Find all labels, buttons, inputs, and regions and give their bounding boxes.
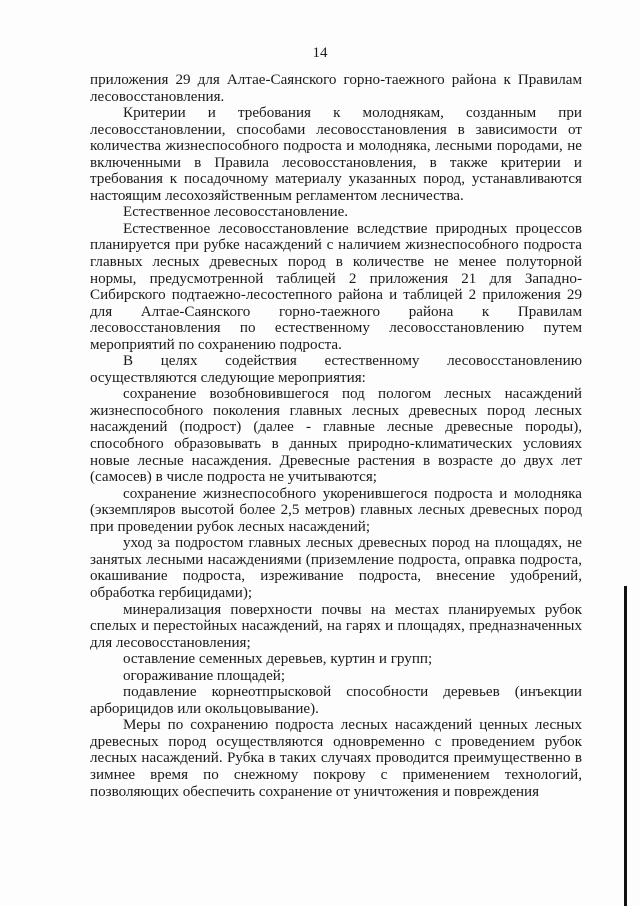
- paragraph-undergrowth-preservation: Меры по сохранению подроста лесных насаждений ценных лесных древесных пород осуществляются одновременно с проведением рубок лесных насаждений. Рубка в таких случаях проводится преимущественно в зимнее время по снежному покрову с применением технологий, позволяющих обеспечить сохранение от уничтожения и повреждения: [90, 717, 582, 800]
- measure-item: оставление семенных деревьев, куртин и групп;: [123, 651, 433, 668]
- page-number: 14: [312, 45, 328, 61]
- paragraph-criteria: Критерии и требования к молоднякам, созданным при лесовосстановлении, способами лесовосстановления в зависимости от количества жизнеспособного подроста и молодняка, лесными породами, не включенными в Правила лесовосстановления, в также критерии и требования к посадочному материалу указанных пород, устанавливаются настоящим лесохозяйственным регламентом лесничества.: [90, 105, 582, 204]
- measure-item: подавление корнеотпрысковой способности деревьев (инъекции арборицидов или окольцовывание).: [90, 684, 582, 717]
- document-body: [90, 72, 582, 800]
- paragraph-natural-regeneration: Естественное лесовосстановление вследствие природных процессов планируется при рубке насаждений с наличием жизнеспособного подроста главных лесных древесных пород в количестве не менее полуторной нормы, предусмотренной таблицей 2 приложения 21 для Западно-Сибирского подтаежно-лесостепного района и таблицей 2 приложения 29 для Алтае-Саянского горно-таежного района к Правилам лесовосстановления по естественному лесовосстановлению путем мероприятий по сохранению подроста.: [90, 220, 582, 353]
- measure-item: огораживание площадей;: [123, 667, 286, 684]
- measure-item: сохранение возобновившегося под пологом лесных насаждений жизнеспособного поколения главных лесных древесных пород лесных насаждений (подрост) (далее - главные лесные древесные породы), способного образовывать в данных природно-климатических условиях новые лесные насаждения. Древесные растения в возрасте до двух лет (самосев) в числе подроста не учитываются;: [90, 386, 582, 486]
- section-heading-natural-regeneration: Естественное лесовосстановление.: [123, 204, 349, 221]
- measure-item: сохранение жизнеспособного укоренившегося подроста и молодняка (экземпляров высотой более 2,5 метров) главных лесных древесных пород при проведении рубок лесных насаждений;: [90, 485, 582, 535]
- paragraph-continuation: приложения 29 для Алтае-Саянского горно-таежного района к Правилам лесовосстановления.: [90, 72, 582, 105]
- scan-edge-line: [624, 586, 627, 906]
- measure-item: уход за подростом главных лесных древесных пород на площадях, не занятых лесными насаждениями (приземление подроста, оправка подроста, окашивание подроста, изреживание подроста, внесение удобрений, обработка гербицидами);: [90, 535, 582, 601]
- measure-item: минерализация поверхности почвы на местах планируемых рубок спелых и перестойных насаждений, на гарях и площадях, предназначенных для лесовосстановления;: [90, 601, 582, 651]
- paragraph-measures-intro: В целях содействия естественному лесовосстановлению осуществляются следующие мероприятия:: [90, 353, 582, 386]
